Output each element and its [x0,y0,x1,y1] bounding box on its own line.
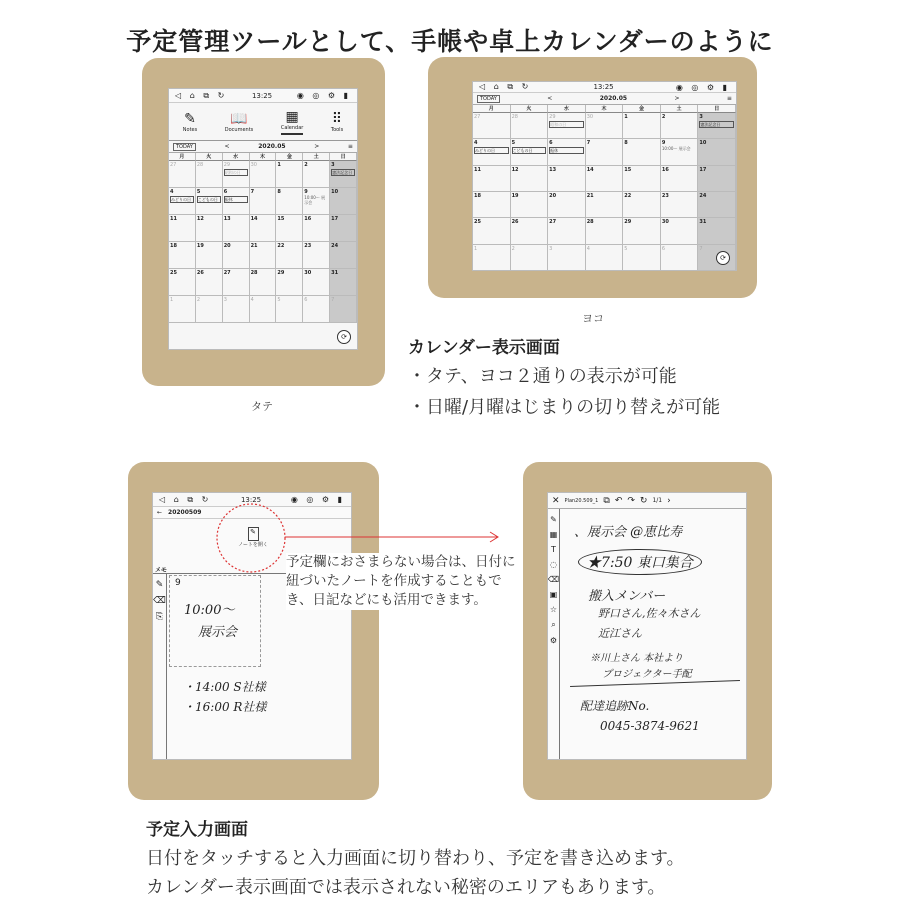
day-number: 1 [170,297,174,303]
day-number: 21 [250,243,258,249]
nav-icons[interactable]: ◁ ⌂ ⧉ ↻ [175,90,228,100]
day-number: 4 [586,245,590,252]
app-label: Calendar [280,124,304,131]
pen-icon[interactable]: ✎ [550,515,557,524]
caption-landscape: ヨコ [582,312,604,325]
note-line: 、展示会 @恵比寿 [574,525,683,540]
grid-icon: ⠿ [331,110,343,127]
note-line: 配達追跡No. [580,699,650,713]
day-number: 2 [511,245,515,252]
hand-line: ・14:00 S社様 [183,680,266,694]
day-number: 6 [304,297,308,303]
day-number: 10 [331,189,339,195]
note-icon: ✎ [248,527,259,541]
refresh-icon[interactable]: ↻ [639,495,648,506]
display-section-title: カレンダー表示画面 [408,338,560,358]
day-number: 30 [661,219,669,226]
day-number: 1 [474,245,478,252]
eraser-icon[interactable]: ⌫ [547,575,560,584]
day-number: 28 [586,219,594,226]
day-number: 2 [661,114,666,120]
prev-month-button[interactable]: < [547,95,553,102]
note-divider [570,680,740,687]
day-number: 9 [304,189,308,195]
day-number: 19 [196,243,204,249]
day-number: 10 [699,140,707,147]
day-number: 29 [223,162,231,168]
page-indicator: 1/1 [652,497,663,504]
event-chip[interactable]: 昭和の日 [224,169,248,176]
grid-icon[interactable]: ▦ [549,530,558,539]
note-toolbar [548,493,746,509]
hand-line: 10:00〜 [184,603,235,618]
day-number: 27 [549,219,557,226]
weekday-header: 水 [223,153,250,161]
today-button[interactable]: TODAY [173,143,196,151]
day-number: 1 [277,162,281,168]
image-icon[interactable]: ▣ [549,590,558,599]
clock: 13:25 [251,91,273,100]
undo-icon[interactable]: ↶ [614,495,623,506]
star-icon[interactable]: ☆ [549,605,558,614]
paste-icon[interactable]: ⎘ [155,612,164,622]
weekday-header: 金 [276,153,303,161]
day-number: 28 [250,270,258,276]
search-icon[interactable]: ⌕ [551,620,556,629]
event-chip[interactable]: みどりの日 [170,196,194,203]
day-number: 18 [170,243,177,249]
note-line: 0045-3874-9621 [600,719,700,733]
day-number: 30 [250,162,257,168]
day-number: 4 [250,297,254,303]
day-number: 30 [586,114,594,120]
day-number: 27 [170,162,177,168]
menu-icon[interactable]: ≡ [347,143,353,150]
day-number: 11 [474,166,481,173]
day-number: 9 [175,578,181,588]
device-note [523,462,772,800]
day-number: 6 [661,245,666,252]
day-number: 15 [277,216,285,222]
day-number: 26 [196,270,204,276]
day-number: 2 [304,162,308,168]
day-number: 19 [511,193,519,199]
day-number: 28 [196,162,204,168]
day-number: 8 [624,140,628,147]
pen-icon[interactable]: ✎ [155,580,164,590]
input-line-2: カレンダー表示画面では表示されない秘密のエリアもあります。 [146,877,666,898]
entry-date: 20200509 [168,509,202,516]
day-number: 27 [223,270,231,276]
day-number: 29 [549,114,556,120]
caption-portrait: タテ [251,400,273,413]
layers-icon[interactable]: ⧉ [603,495,610,506]
event-chip[interactable]: こどもの日 [512,147,547,154]
day-number: 20 [549,193,557,199]
clock: 13:25 [240,495,262,504]
input-section-title: 予定入力画面 [146,820,248,840]
event-chip[interactable]: みどりの日 [474,147,509,154]
day-number: 8 [277,189,281,195]
day-number: 20 [223,243,231,249]
day-number: 16 [661,166,669,173]
day-number: 14 [250,216,258,222]
month-label: 2020.05 [599,95,628,102]
day-number: 22 [624,193,632,199]
system-icons[interactable]: ◉ ◎ ⚙ ▮ [296,91,351,100]
weekday-header: 水 [548,105,586,113]
day-number: 7 [699,245,703,252]
day-number: 18 [474,193,481,199]
weekday-header: 日 [330,153,357,161]
day-number: 31 [699,219,707,226]
day-number: 29 [624,219,632,226]
weekday-header: 日 [698,105,736,113]
weekday-header: 土 [303,153,330,161]
eraser-icon[interactable]: ⌫ [153,596,166,606]
next-page-icon[interactable]: › [667,495,671,506]
app-label: Notes [182,126,198,133]
settings-icon[interactable]: ⚙ [549,636,558,645]
nav-icons[interactable]: ◁ ⌂ ⧉ ↻ [159,494,212,504]
day-number: 5 [196,189,201,195]
day-number: 25 [170,270,177,276]
note-line: ※川上さん 本社より [590,653,684,664]
day-number: 14 [586,166,594,173]
day-number: 13 [549,166,557,173]
day-number: 17 [699,166,707,173]
nav-icons[interactable]: ◁ ⌂ ⧉ ↻ [479,82,532,91]
event-chip[interactable]: 振休 [224,196,248,203]
hand-line: ・16:00 R社様 [183,700,267,714]
day-number: 2 [196,297,201,303]
note-line: ★7:50 東口集合 [578,549,702,575]
day-number: 23 [304,243,312,249]
day-number: 24 [331,243,339,249]
day-number: 25 [474,219,481,226]
day-number: 31 [331,270,339,276]
day-number: 6 [549,140,553,147]
note-side-toolbar [548,509,560,760]
day-number: 4 [170,189,174,195]
day-number: 15 [624,166,632,173]
highlight-circle [217,504,285,572]
note-line: 搬入メンバー [588,589,666,604]
day-number: 3 [549,245,553,252]
day-number: 3 [699,114,703,120]
screen-note [547,492,747,760]
input-line-1: 日付をタッチすると入力画面に切り替わり、予定を書き込めます。 [146,848,685,869]
day-number: 4 [474,140,478,147]
close-icon[interactable]: ✕ [552,495,560,506]
day-number: 7 [250,189,255,195]
lasso-icon[interactable]: ◌ [550,560,557,569]
clock: 13:25 [593,83,614,91]
note-line: プロジェクター手配 [602,669,692,680]
menu-icon[interactable]: ≡ [726,95,732,102]
event-chip[interactable]: こどもの日 [197,196,221,203]
next-month-button[interactable]: > [314,143,320,150]
app-label: Documents [224,126,254,133]
event-chip[interactable]: 昭和の日 [549,121,584,128]
calendar-icon: ▦ [285,108,299,125]
today-button[interactable]: TODAY [477,95,500,103]
day-number: 29 [277,270,285,276]
system-icons[interactable]: ◉ ◎ ⚙ ▮ [675,82,730,92]
event-chip[interactable]: 振休 [549,147,584,154]
day-number: 30 [304,270,312,276]
weekday-header: 土 [661,105,699,113]
weekday-header: 木 [250,153,277,161]
memo-label: メモ [155,567,168,574]
weekday-header: 火 [511,105,549,113]
day-number: 9 [661,140,666,147]
handwritten-memo: 10:00〜 展示会 [661,146,691,152]
day-number: 28 [511,114,518,120]
open-note-label: ノートを開く [238,542,268,548]
day-number: 21 [586,193,594,199]
day-number: 1 [624,114,628,120]
prev-month-button[interactable]: < [224,143,230,150]
handwritten-memo: 10:00〜 展示会 [304,195,326,205]
note-line: 野口さん,佐々木さん [598,607,701,620]
sync-button[interactable]: ⟳ [716,251,730,265]
day-number: 5 [277,297,281,303]
day-number: 23 [661,193,669,199]
weekday-header: 木 [586,105,624,113]
month-label: 2020.05 [258,143,286,150]
display-bullet-1: ・タテ、ヨコ２通りの表示が可能 [408,366,677,387]
day-number: 7 [331,297,335,303]
day-number: 16 [304,216,312,222]
display-bullet-2: ・日曜/月曜はじまりの切り替えが可能 [408,397,721,418]
day-number: 3 [331,162,335,168]
next-month-button[interactable]: > [674,95,680,102]
callout-text: 予定欄におさまらない場合は、日付に紐づいたノートを作成することもでき、日記などにも活用できます。 [286,553,520,610]
back-arrow-icon[interactable]: ← [157,509,163,516]
book-icon: 📖 [230,110,248,127]
day-number: 27 [474,114,481,120]
weekday-header: 金 [623,105,661,113]
redo-icon[interactable]: ↷ [627,495,635,506]
day-number: 11 [170,216,177,222]
day-number: 12 [196,216,204,222]
day-number: 26 [511,219,519,226]
day-number: 22 [277,243,285,249]
weekday-header: 月 [169,153,196,161]
day-number: 24 [699,193,707,199]
page-heading: 予定管理ツールとして、手帳や卓上カレンダーのように [126,27,774,56]
day-number: 3 [223,297,227,303]
system-icons[interactable]: ◉ ◎ ⚙ ▮ [290,495,345,504]
day-number: 13 [223,216,231,222]
day-number: 7 [586,140,591,147]
note-line: 近江さん [598,627,642,640]
text-icon[interactable]: T [551,545,556,554]
sync-button[interactable]: ⟳ [337,330,351,344]
event-chip[interactable]: 憲法記念日 [331,169,355,176]
event-chip[interactable]: 憲法記念日 [699,121,734,128]
day-number: 5 [624,245,628,252]
hand-line: 展示会 [198,625,238,640]
notes-icon: ✎ [184,110,196,127]
day-number: 17 [331,216,339,222]
day-number: 12 [511,166,519,173]
day-number: 5 [511,140,516,147]
note-filename: Plan20.509_1 [564,497,599,504]
day-number: 6 [223,189,228,195]
weekday-header: 火 [196,153,223,161]
app-label: Tools [330,126,344,133]
weekday-header: 月 [473,105,511,113]
